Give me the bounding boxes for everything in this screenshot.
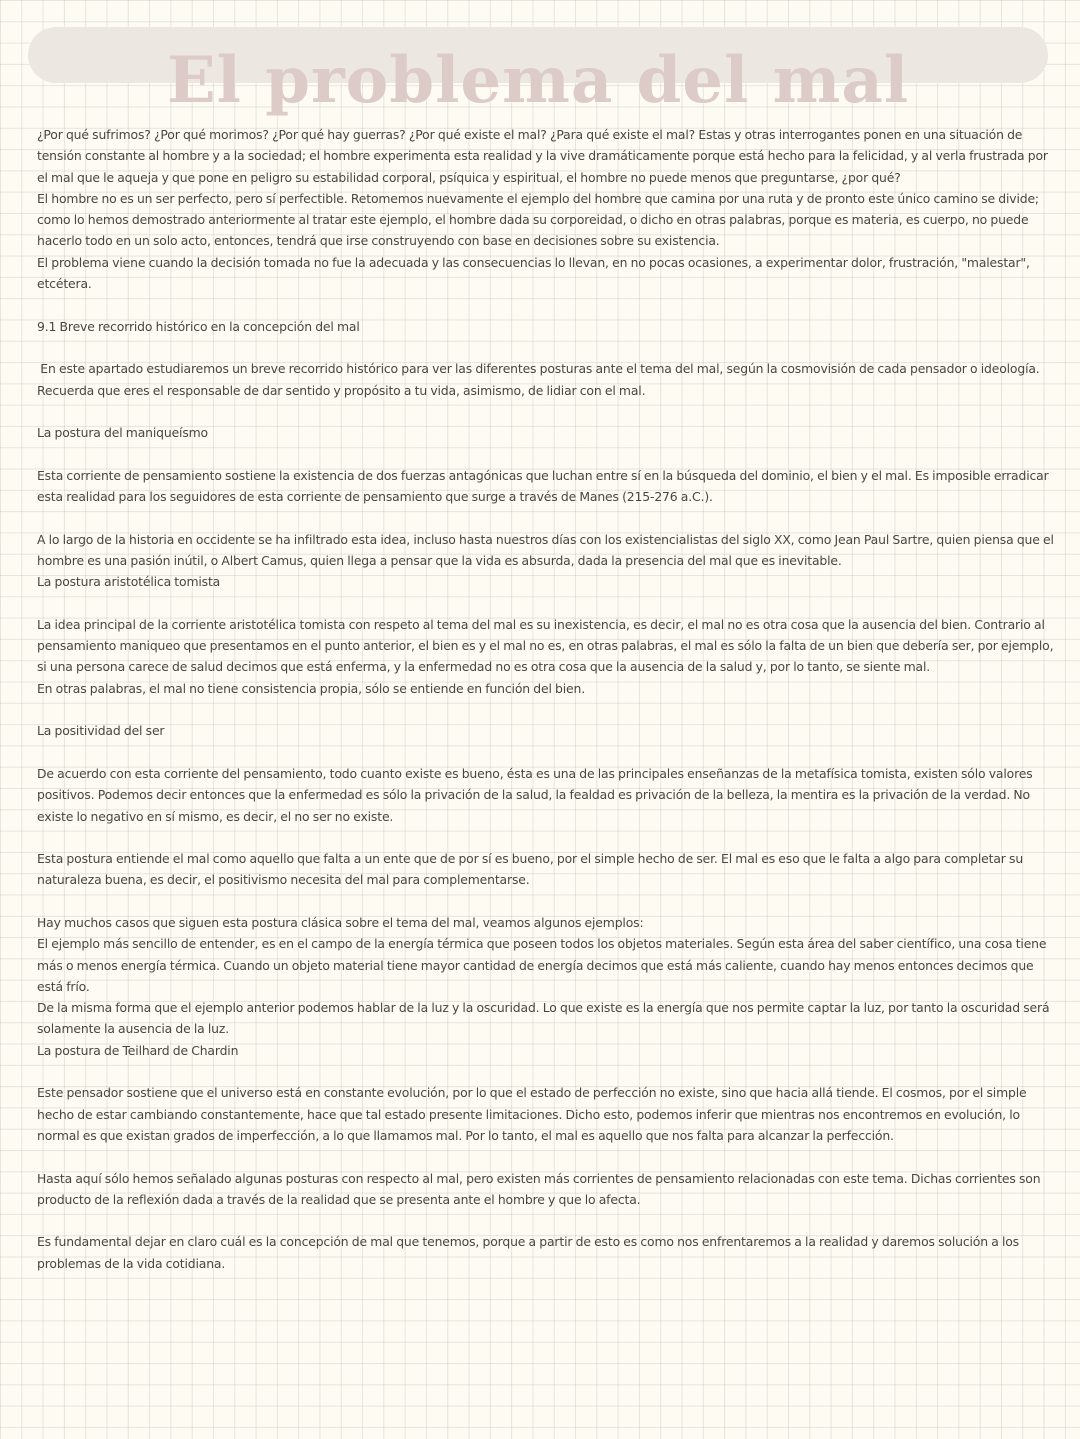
paragraph: Esta corriente de pensamiento sostiene la existencia de dos fuerzas antagónicas que luchan entre sí en la búsqueda del dominio, el bien y el mal. Es imposible erradicar esta realidad para los seguidores de esta corriente de pensamiento que surge a través de Manes (215-276 a.C.). xyxy=(37,467,1052,505)
title-banner xyxy=(28,27,1048,118)
paragraph-spacer xyxy=(37,401,1061,422)
paragraph-spacer xyxy=(37,294,1061,315)
paragraph-spacer xyxy=(37,742,1061,763)
paragraph: A lo largo de la historia en occidente se ha infiltrado esta idea, incluso hasta nuestros días con los existencialistas del siglo XX, como Jean Paul Sartre, quien piensa que el hombre es una pasión inútil, o Albert Camus, quien llega a pensar que la vida es absurda, dada la presencia del mal que es inevitable. xyxy=(37,531,1058,568)
paragraph: De acuerdo con esta corriente del pensamiento, todo cuanto existe es bueno, ésta es una de las principales enseñanzas de la metafísica tomista, existen sólo valores positivos. Podemos decir entonces que la enfermedad es sólo la privación de la salud, la fealdad es privación de la belleza, la mentira es la privación de la verdad. No existe lo negativo en sí mismo, es decir, el no ser no existe. xyxy=(37,765,1036,824)
paragraph-spacer xyxy=(37,699,1061,720)
paragraph: El ejemplo más sencillo de entender, es en el campo de la energía térmica que poseen todos los objetos materiales. Según esta área del saber científico, una cosa tiene más o menos energía térmica. Cuando un objeto material tiene mayor cantidad de energía decimos que está más caliente, cuando hay menos entonces decimos que está frío. xyxy=(37,936,1050,994)
paragraph: De la misma forma que el ejemplo anterior podemos hablar de la luz y la oscuridad. Lo que existe es la energía que nos permite captar la luz, por tanto la oscuridad será solamente la ausencia de la luz. xyxy=(37,1000,1053,1037)
paragraph: Este pensador sostiene que el universo está en constante evolución, por lo que el estado de perfección no existe, sino que hacia allá tiende. El cosmos, por el simple hecho de estar cambiando constantemente, hace que tal estado presente limitaciones. Dicho esto, podemos inferir que mientras nos encontremos en evolución, lo normal es que existan grados de imperfección, a lo que llamamos mal. Por lo tanto, el mal es aquello que nos falta para alcanzar la perfección. xyxy=(37,1085,1030,1143)
paragraph: En otras palabras, el mal no tiene consistencia propia, sólo se entiende en función del bien. xyxy=(37,680,585,696)
paragraph: Hay muchos casos que siguen esta postura clásica sobre el tema del mal, veamos algunos ejemplos: xyxy=(37,914,644,930)
paragraph-spacer xyxy=(37,443,1061,464)
paragraph: Hasta aquí sólo hemos señalado algunas posturas con respecto al mal, pero existen más corrientes de pensamiento relacionadas con este tema. Dichas corrientes son producto de la reflexión dada a través de la realidad que se presenta ante el hombre y que lo afecta. xyxy=(37,1170,1044,1207)
paragraph: ¿Por qué sufrimos? ¿Por qué morimos? ¿Por qué hay guerras? ¿Por qué existe el mal? ¿Para qué existe el mal? Estas y otras interrogantes ponen en una situación de tensión constante al hombre y a la sociedad; el hombre experimenta esta realidad y la vive dramáticamente porque está hecho para la felicidad, y al verla frustrada por el mal que le aqueja y que pone en peligro su estabilidad corporal, psíquica y espiritual, el hombre no puede menos que preguntarse, ¿por qué? xyxy=(37,127,1052,185)
paragraph: El problema viene cuando la decisión tomada no fue la adecuada y las consecuencias lo llevan, en no pocas ocasiones, a experimentar dolor, frustración, "malestar", etcétera. xyxy=(37,254,1034,292)
paragraph: La postura del maniqueísmo xyxy=(37,425,208,441)
paragraph: La positividad del ser xyxy=(37,723,165,739)
paragraph-spacer xyxy=(37,507,1061,528)
paragraph: El hombre no es un ser perfecto, pero sí perfectible. Retomemos nuevamente el ejemplo del hombre que camina por una ruta y de pronto este único camino se divide; como lo hemos demostrado anteriormente al tratar este ejemplo, el hombre dada su corporeidad, o dicho en otras palabras, porque es materia, es cuerpo, no puede hacerlo todo en un solo acto, entonces, tendrá que irse construyendo con base en decisiones sobre su existencia. xyxy=(37,190,1043,249)
paragraph-spacer xyxy=(37,1210,1061,1231)
paragraph: La idea principal de la corriente aristotélica tomista con respeto al tema del mal es su inexistencia, es decir, el mal no es otra cosa que la ausencia del bien. Contrario al pensamiento maniqueo que presentamos en el punto anterior, el bien es y el mal no es, en otras palabras, el mal es sólo la falta de un bien que debería ser, por ejemplo, si una persona carece de salud decimos que está enferma, y la enfermedad no es otra cosa que la ausencia de la salud y, por lo tanto, se siente mal. xyxy=(37,616,1057,675)
paragraph-spacer xyxy=(37,1146,1061,1167)
page-title: El problema del mal xyxy=(166,43,910,118)
paragraph: 9.1 Breve recorrido histórico en la concepción del mal xyxy=(37,318,360,334)
body-text xyxy=(37,124,1061,1274)
paragraph: Es fundamental dejar en claro cuál es la concepción de mal que tenemos, porque a partir de esto es como nos enfrentaremos a la realidad y daremos solución a los problemas de la vida cotidiana. xyxy=(37,1234,1023,1271)
paragraph-spacer xyxy=(37,827,1061,848)
paragraph: Esta postura entiende el mal como aquello que falta a un ente que de por sí es bueno, por el simple hecho de ser. El mal es eso que le falta a algo para completar su naturaleza buena, es decir, el positivismo necesita del mal para complementarse. xyxy=(37,851,1027,888)
paragraph: En este apartado estudiaremos un breve recorrido histórico para ver las diferentes posturas ante el tema del mal, según la cosmovisión de cada pensador o ideología. Recuerda que eres el responsable de dar sentido y propósito a tu vida, asimismo, de lidiar con el mal. xyxy=(37,361,1043,398)
paragraph: La postura de Teilhard de Chardin xyxy=(37,1042,239,1058)
paragraph-spacer xyxy=(37,593,1061,614)
paragraph-spacer xyxy=(37,337,1061,358)
paragraph-spacer xyxy=(37,1061,1061,1082)
paragraph: La postura aristotélica tomista xyxy=(37,574,221,590)
paragraph-spacer xyxy=(37,891,1061,912)
